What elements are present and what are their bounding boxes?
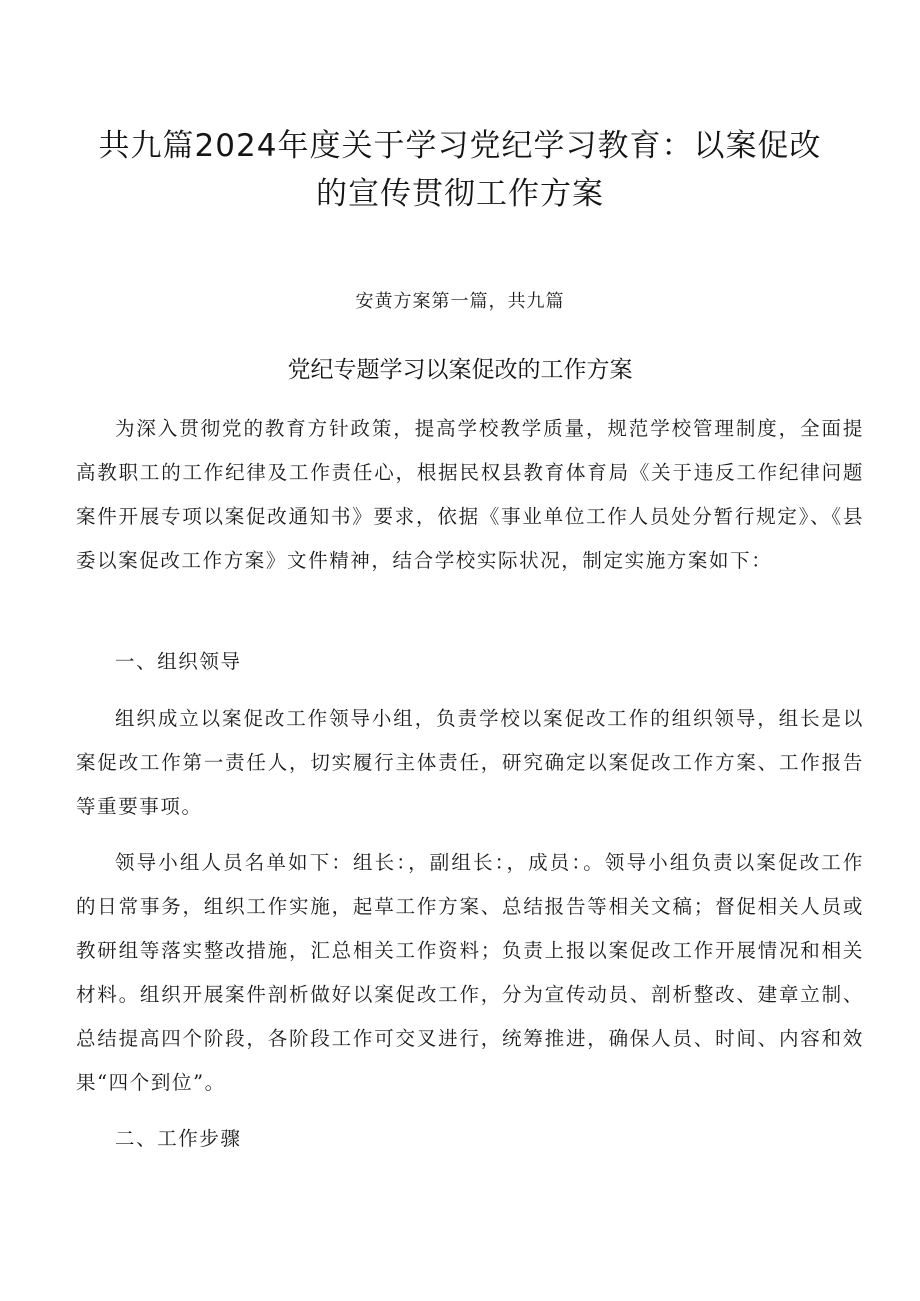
intro-paragraph: 为深入贯彻党的教育方针政策，提高学校教学质量，规范学校管理制度，全面提高教职工的工作纪律及工作责任心，根据民权县教育体育局《关于违反工作纪律问题案件开展专项以案促改通知书》要求，依据《事业单位工作人员处分暂行规定》、《县委以案促改工作方案》文件精神，结合学校实际状况，制定实施方案如下： — [76, 417, 864, 572]
plan-heading: 党纪专题学习以案促改的工作方案 — [287, 357, 633, 383]
organization-paragraph: 组织成立以案促改工作领导小组，负责学校以案促改工作的组织领导，组长是以案促改工作第一责任人，切实履行主体责任，研究确定以案促改工作方案、工作报告等重要事项。 — [76, 707, 864, 818]
section-heading-steps: 二、工作步骤 — [115, 1127, 242, 1150]
section-heading-organization: 一、组织领导 — [115, 650, 242, 673]
document-subtitle: 安黄方案第一篇，共九篇 — [355, 291, 565, 312]
document-title-line-1: 共九篇2024年度关于学习党纪学习教育：以案促改 — [98, 128, 822, 164]
members-paragraph: 领导小组人员名单如下：组长：，副组长：，成员：。领导小组负责以案促改工作的日常事务，组织工作实施，起草工作方案、总结报告等相关文稿；督促相关人员或教研组等落实整改措施，汇总相关工作资料；负责上报以案促改工作开展情况和相关材料。组织开展案件剖析做好以案促改工作，分为宣传动员、剖析整改、建章立制、总结提高四个阶段，各阶段工作可交叉进行，统筹推进，确保人员、时间、内容和效果“四个到位”。 — [76, 851, 864, 1094]
document-title-line-2: 的宣传贯彻工作方案 — [316, 176, 604, 212]
